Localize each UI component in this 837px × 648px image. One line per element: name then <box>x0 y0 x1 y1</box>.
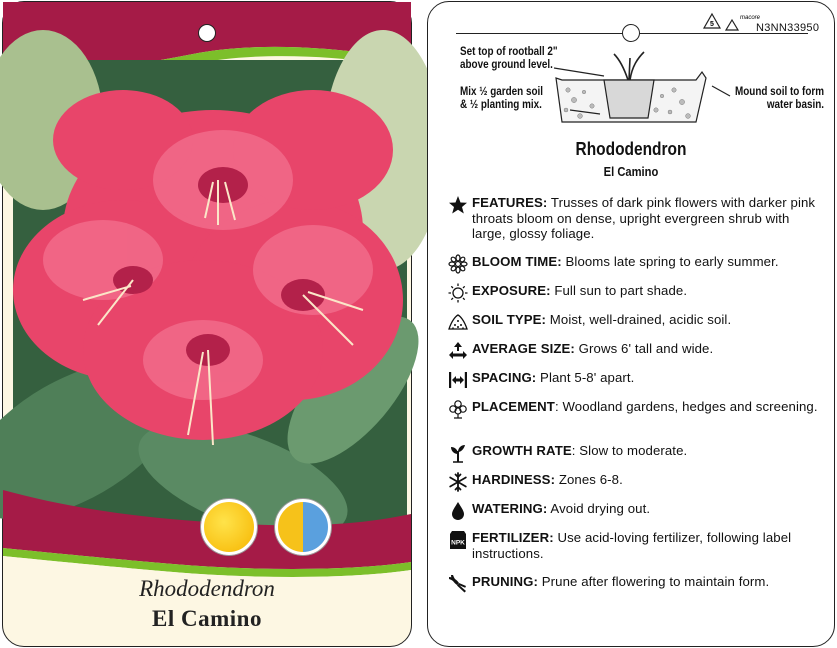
mound-label: Mound soil to form water basin. <box>735 86 824 111</box>
hang-hole <box>622 24 640 42</box>
plant-name-front <box>3 574 411 634</box>
water-drop-icon <box>448 501 468 521</box>
botanical-name: Rhododendron <box>139 576 275 601</box>
plant-subtitle: El Camino <box>603 164 659 179</box>
part-shade-icon <box>275 499 331 555</box>
recycle-number: 5 <box>710 21 714 28</box>
cultivar-name: El Camino <box>152 606 262 631</box>
hang-hole <box>198 24 216 42</box>
recycle-icon <box>702 12 761 32</box>
growth-icon <box>448 443 468 463</box>
soil-mix-label: Mix ½ garden soil & ½ planting mix. <box>460 86 543 111</box>
size-icon <box>448 341 468 361</box>
plant-title: Rhododendron <box>575 139 687 159</box>
pruner-icon <box>448 574 468 594</box>
sun-icon <box>448 283 468 303</box>
recycle-label: macore <box>740 15 761 21</box>
snowflake-icon <box>448 472 468 492</box>
flower-icon <box>448 254 468 274</box>
soil-icon <box>448 312 468 332</box>
placement-icon <box>448 399 468 419</box>
product-code: N3NN33950 <box>756 22 820 34</box>
star-icon <box>448 195 468 215</box>
back-card: 5 macore N3NN33950 Set top of rootball 2" above ground level. Mix ½ garden soil & ½ planting mix. Mound soil to form water basin. Rhododendron El Camino FEATURES: Trusses of dark pink flowers with darker pink throats bloom on dense, upright evergreen shrub with large, glossy foliage. BLOOM TIME: Blooms late spring to early summer. EXPOSURE: Full sun to part shade. SOIL TYPE: Moist, well-drained, acidic soil. AVERAGE SIZE: Grows 6' tall and wide. SPACING: Plant 5-8' apart. PLACEMENT: Woodland gardens, hedges and screening. GROWTH RATE: Slow to moderate. HARDINESS: Zones 6-8. WATERING: Avoid drying out. NPK FERTILIZER: Use acid-loving fertilizer, following label instructions. PRUNING: Prune after flowering to maintain form. <box>427 1 835 647</box>
npk-icon <box>448 530 468 550</box>
planting-diagram <box>444 38 824 130</box>
full-sun-icon <box>201 499 257 555</box>
flower-photo <box>13 60 407 530</box>
svg-text:NPK: NPK <box>451 539 465 547</box>
spacing-icon <box>448 370 468 390</box>
front-card <box>2 1 412 647</box>
rootball-label: Set top of rootball 2" above ground level. <box>460 46 558 71</box>
